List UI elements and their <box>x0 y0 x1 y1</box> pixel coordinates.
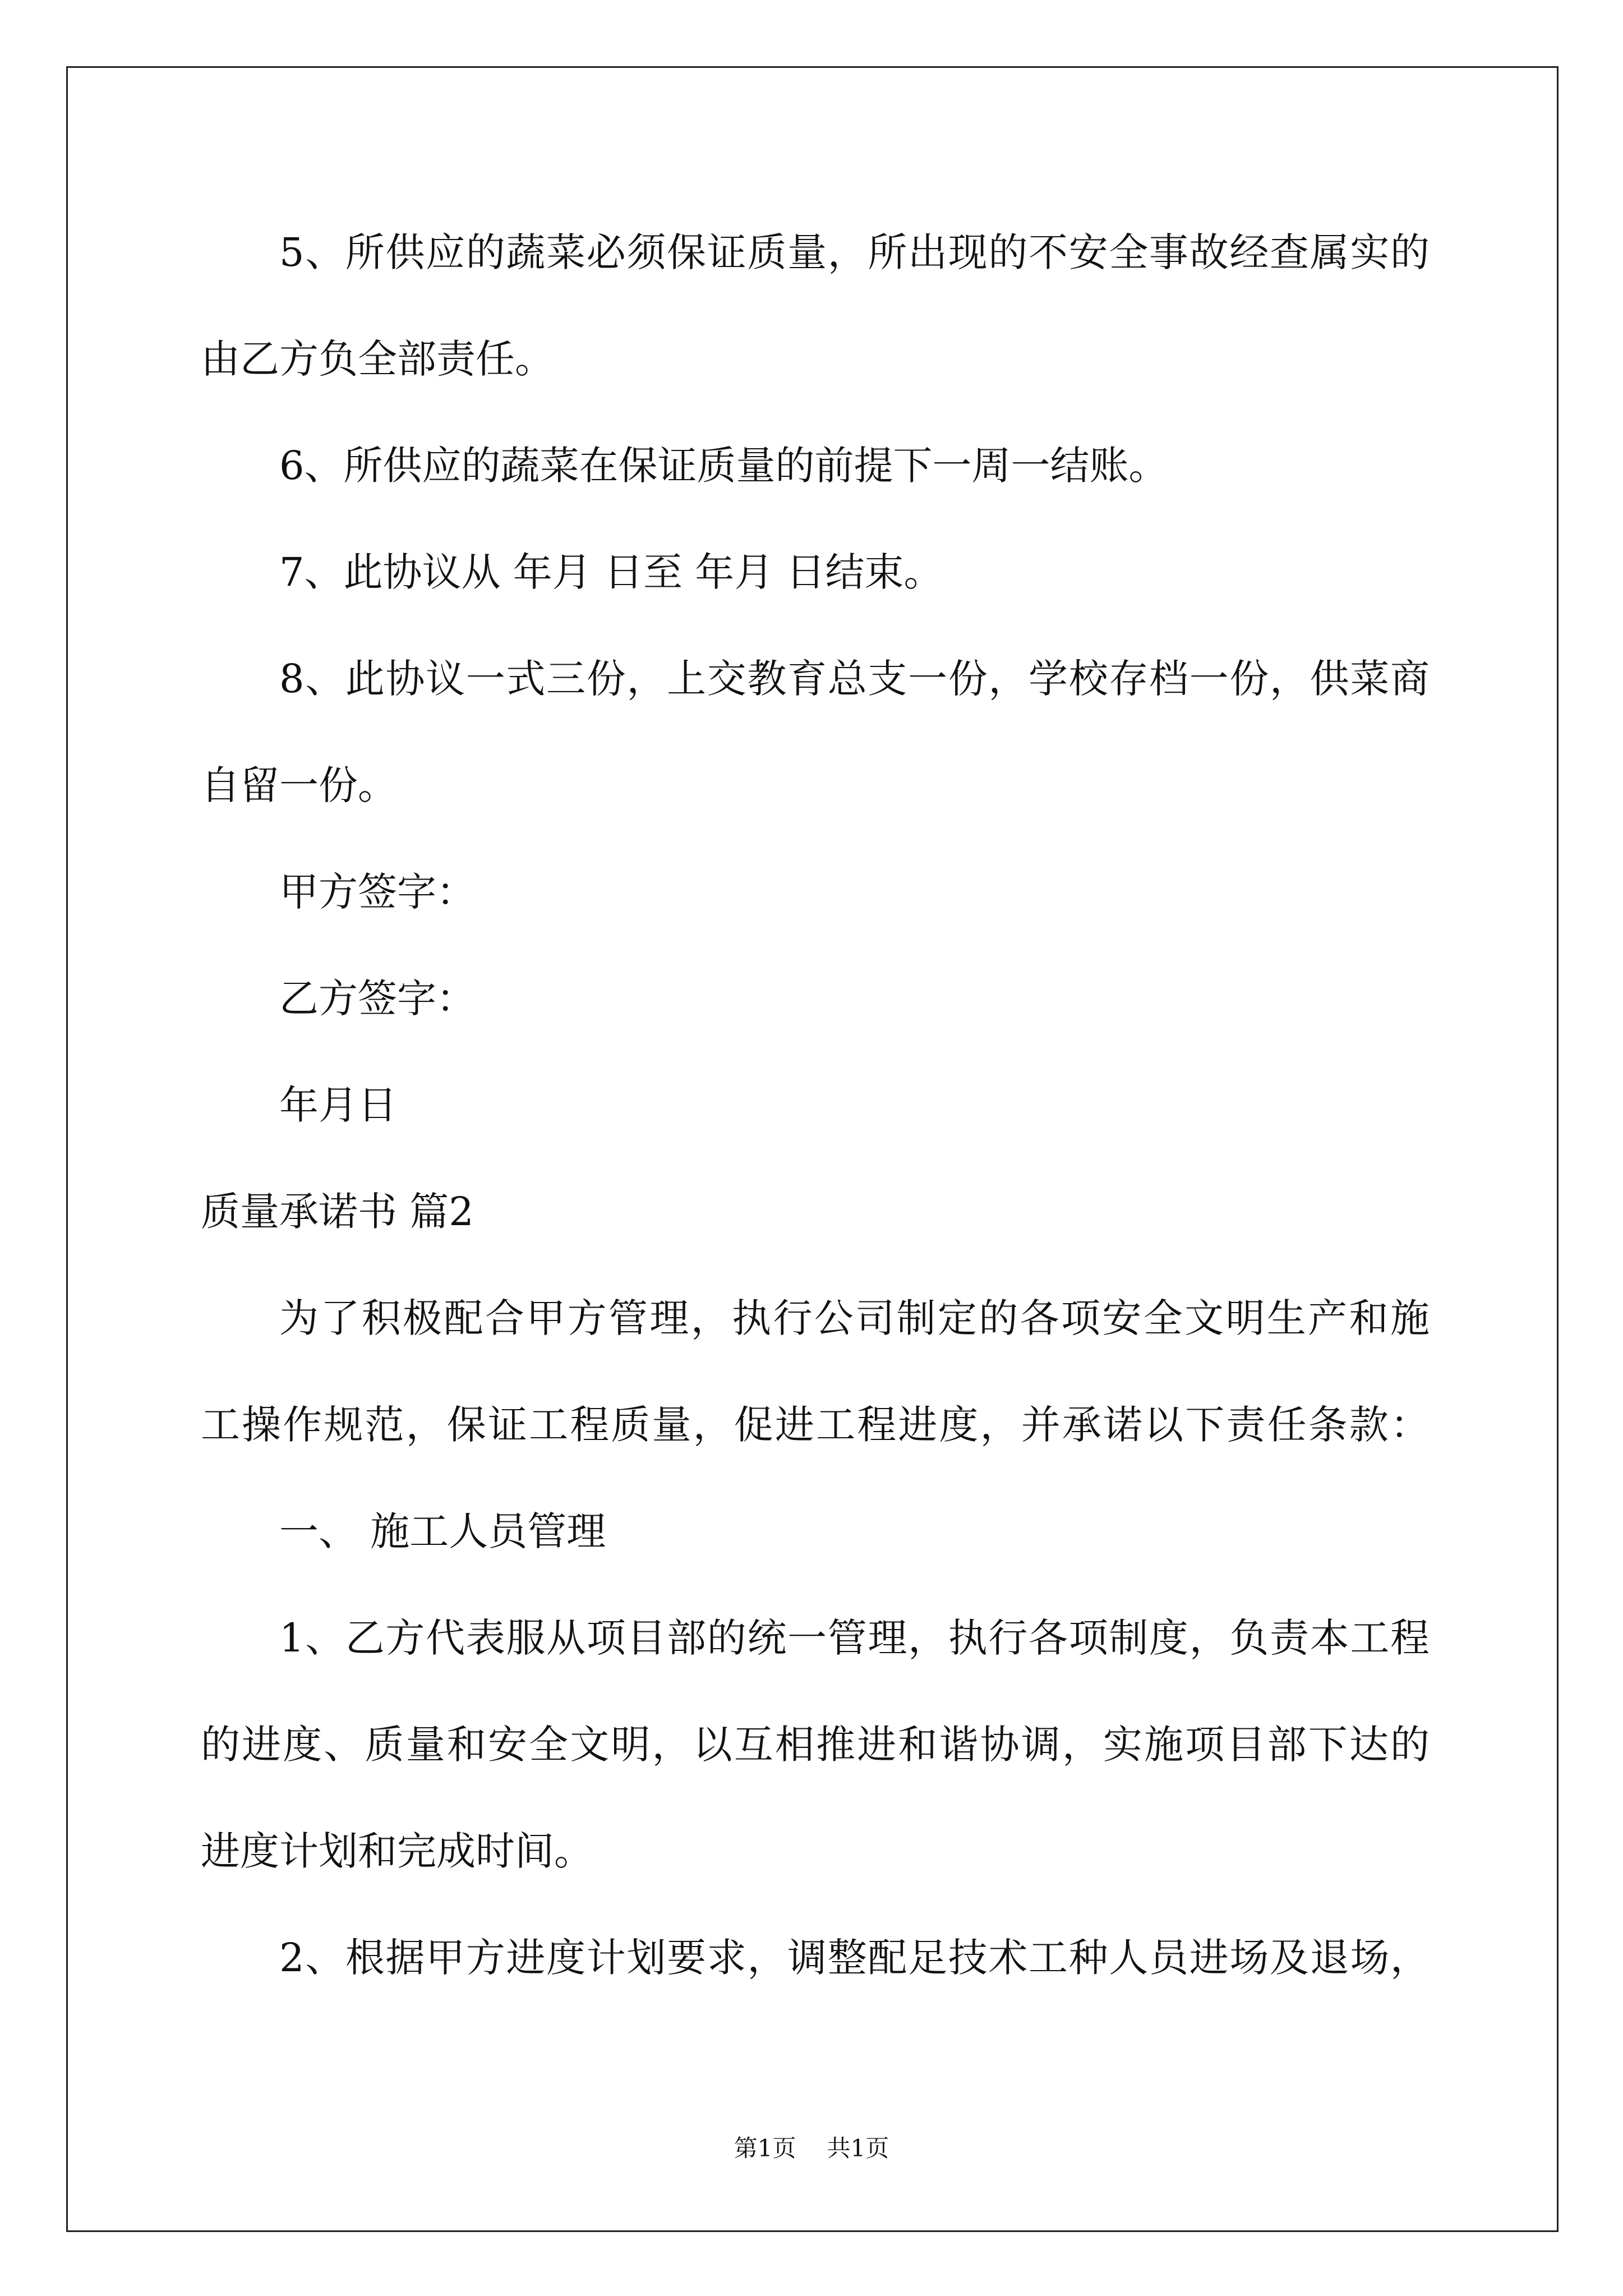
signature-date-label: 年月日 <box>279 1082 397 1128</box>
clause-2-line-1: 2、根据甲方进度计划要求，调整配足技术工种人员进场及退场， <box>279 1935 1430 1981</box>
term-5-line-1: 5、所供应的蔬菜必须保证质量，所出现的不安全事故经查属实的 <box>279 229 1430 275</box>
clause-1-line-1: 1、乙方代表服从项目部的统一管理，执行各项制度，负责本工程 <box>279 1615 1430 1661</box>
section-title: 质量承诺书 篇2 <box>201 1189 474 1235</box>
term-7-line-1: 7、此协议从 年月 日至 年月 日结束。 <box>279 549 943 595</box>
page-footer <box>0 2132 1623 2165</box>
clause-1-line-2: 的进度、质量和安全文明，以互相推进和谐协调，实施项目部下达的 <box>201 1722 1430 1768</box>
page-number-current: 第1页 <box>734 2134 796 2162</box>
party-a-signature-label: 甲方签字： <box>279 869 476 915</box>
term-8-line-1: 8、此协议一式三份，上交教育总支一份，学校存档一份，供菜商 <box>279 656 1430 702</box>
document-body <box>201 199 1430 2011</box>
page-number-total: 共1页 <box>827 2134 889 2162</box>
term-5-line-2: 由乙方负全部责任。 <box>201 336 554 382</box>
party-b-signature-label: 乙方签字： <box>279 976 476 1022</box>
intro-line-2: 工操作规范，保证工程质量，促进工程进度，并承诺以下责任条款： <box>201 1402 1430 1448</box>
term-8-line-2: 自留一份。 <box>201 762 397 808</box>
intro-line-1: 为了积极配合甲方管理，执行公司制定的各项安全文明生产和施 <box>279 1295 1430 1341</box>
clause-1-line-3: 进度计划和完成时间。 <box>201 1828 593 1874</box>
subsection-heading: 一、 施工人员管理 <box>279 1508 606 1554</box>
term-6-line-1: 6、所供应的蔬菜在保证质量的前提下一周一结账。 <box>279 443 1168 489</box>
